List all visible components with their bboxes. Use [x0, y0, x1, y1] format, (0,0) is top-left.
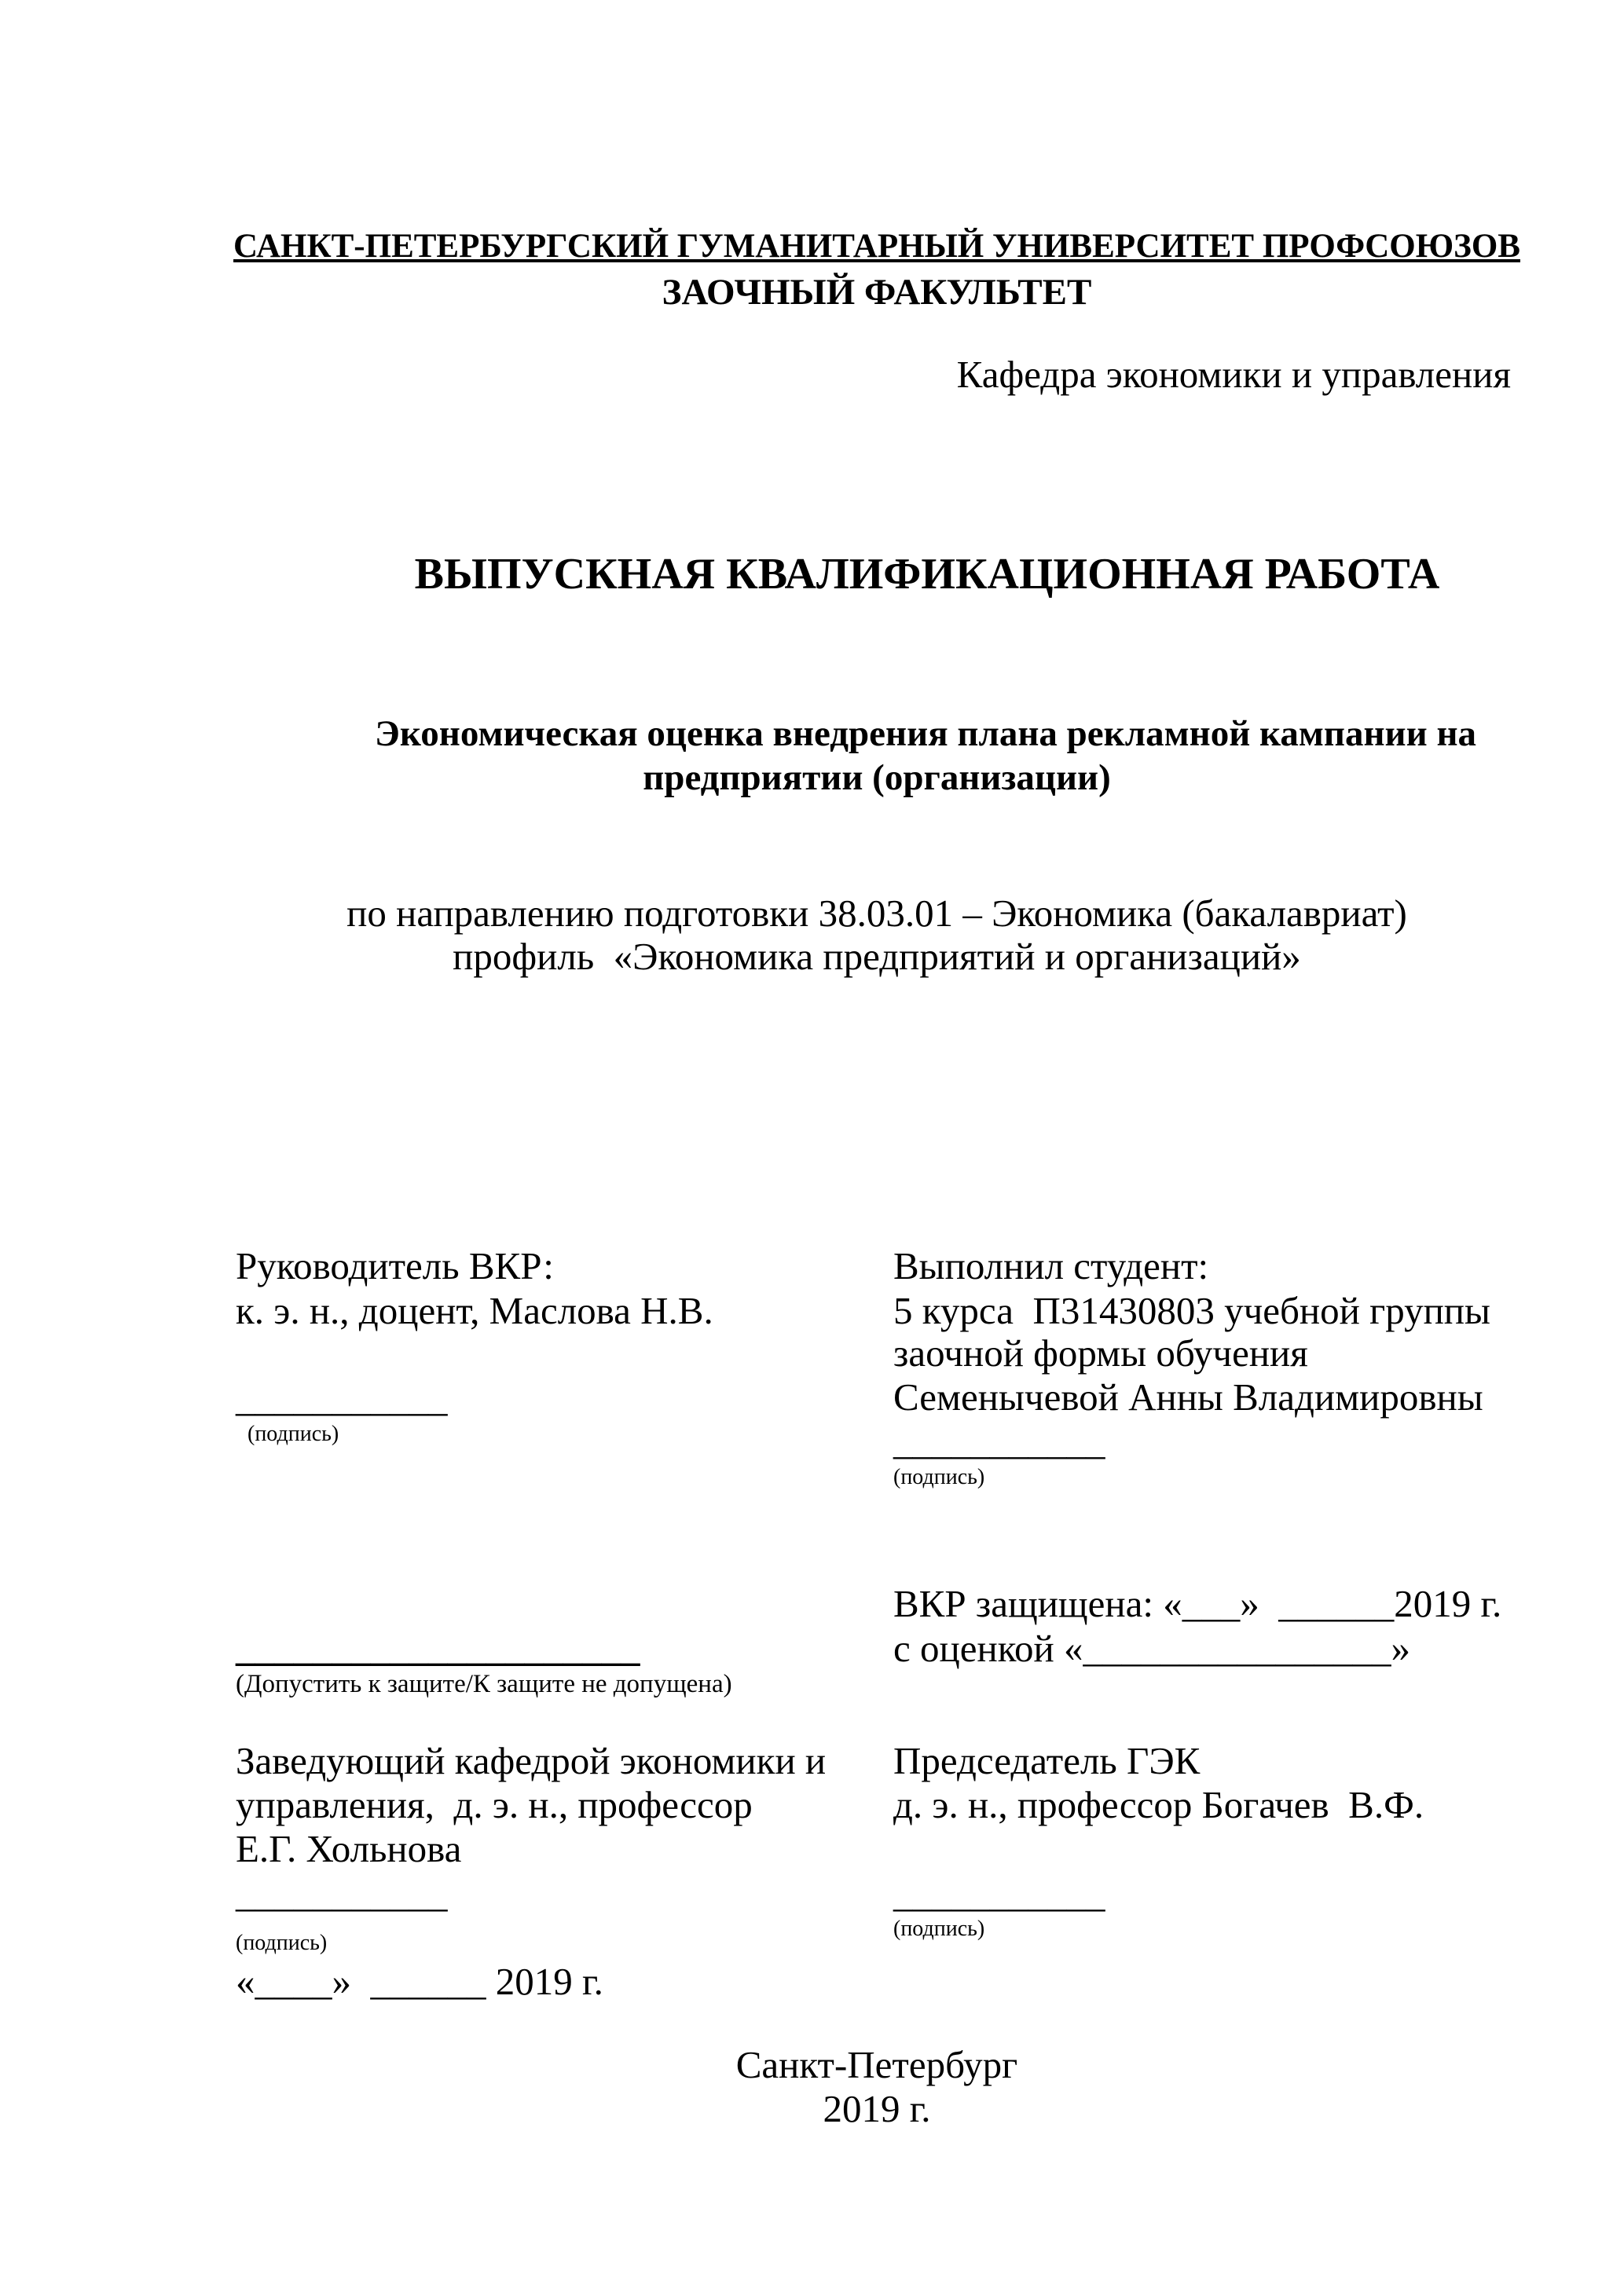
head-signature-caption: (подпись): [236, 1931, 328, 1955]
direction-line: по направлению подготовки 38.03.01 – Экономика (бакалавриат): [346, 892, 1407, 935]
defense-date: ВКР защищена: «___» ______2019 г.: [893, 1582, 1502, 1625]
student-name: Семенычевой Анны Владимировны: [893, 1375, 1483, 1419]
supervisor-signature-caption: (подпись): [247, 1422, 339, 1446]
supervisor-signature-line: ___________: [236, 1376, 448, 1419]
student-signature-line: ___________: [893, 1419, 1105, 1463]
head-title-line-1: Заведующий кафедрой экономики и: [236, 1739, 827, 1782]
head-signature-line: ___________: [236, 1872, 448, 1915]
student-course-group: 5 курса П31430803 учебной группы: [893, 1289, 1490, 1332]
student-signature-caption: (подпись): [893, 1465, 985, 1489]
faculty-name: ЗАОЧНЫЙ ФАКУЛЬТЕТ: [662, 272, 1092, 313]
head-title-line-2: управления, д. э. н., профессор: [236, 1783, 753, 1826]
defense-grade: с оценкой «________________»: [893, 1627, 1410, 1670]
document-title: ВЫПУСКНАЯ КВАЛИФИКАЦИОННАЯ РАБОТА: [414, 550, 1440, 599]
footer-city: Санкт-Петербург: [735, 2043, 1018, 2086]
profile-line: профиль «Экономика предприятий и организаций»: [453, 935, 1301, 978]
student-study-form: заочной формы обучения: [893, 1331, 1308, 1375]
department-name: Кафедра экономики и управления: [956, 353, 1511, 396]
chairman-label: Председатель ГЭК: [893, 1739, 1201, 1782]
chairman-signature-line: ___________: [893, 1872, 1105, 1915]
supervisor-label: Руководитель ВКР:: [236, 1244, 554, 1287]
student-label: Выполнил студент:: [893, 1244, 1209, 1287]
admission-caption: (Допустить к защите/К защите не допущена): [236, 1670, 732, 1698]
chairman-signature-caption: (подпись): [893, 1917, 985, 1941]
head-date: «____» ______ 2019 г.: [236, 1960, 603, 2003]
topic-line-2: предприятии (организации): [643, 757, 1111, 798]
supervisor-name: к. э. н., доцент, Маслова Н.В.: [236, 1289, 713, 1332]
admission-line: _____________________: [236, 1626, 640, 1669]
university-name: САНКТ-ПЕТЕРБУРГСКИЙ ГУМАНИТАРНЫЙ УНИВЕРСИТЕТ ПРОФСОЮЗОВ: [233, 228, 1520, 265]
head-name: Е.Г. Хольнова: [236, 1827, 462, 1870]
topic-line-1: Экономическая оценка внедрения плана рекламной кампании на: [374, 713, 1477, 754]
footer-year: 2019 г.: [823, 2087, 931, 2130]
chairman-name: д. э. н., профессор Богачев В.Ф.: [893, 1783, 1424, 1826]
